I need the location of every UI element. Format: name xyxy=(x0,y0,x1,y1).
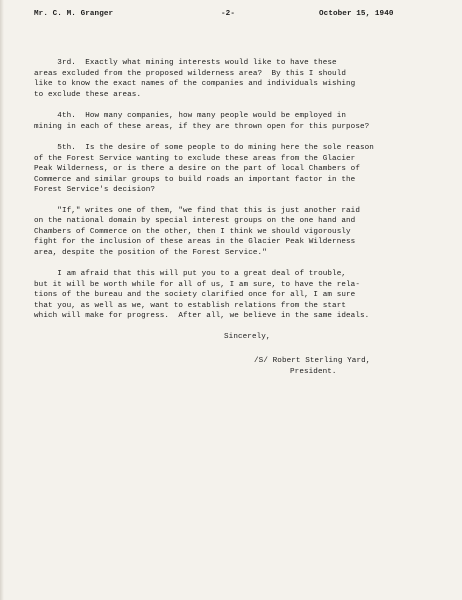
text-line: area, despite the position of the Forest Service." xyxy=(34,248,267,257)
complimentary-close: Sincerely, xyxy=(224,332,271,341)
text-line: tions of the bureau and the society clarified once for all, I am sure xyxy=(34,291,356,299)
text-line: 5th. Is the desire of some people to do mining here the sole reason xyxy=(34,144,374,152)
text-line: Commerce and similar groups to build roads an important factor in the xyxy=(34,175,356,184)
text-line: on the national domain by special interest groups on the one hand and xyxy=(34,217,356,225)
letter-header xyxy=(34,9,446,21)
text-line: I am afraid that this will put you to a great deal of trouble, xyxy=(34,270,347,278)
text-line: but it will be worth while for all of us, I am sure, to have the rela- xyxy=(34,280,360,289)
text-line: areas excluded from the proposed wilderness area? By this I should xyxy=(34,69,347,78)
paragraph-quotation xyxy=(34,206,446,259)
text-line: of the Forest Service wanting to exclude these areas from the Glacier xyxy=(34,154,356,163)
signature-block xyxy=(34,356,446,377)
paper-edge-shadow xyxy=(0,0,4,600)
paragraph-conclusion xyxy=(34,269,446,322)
signature-name: /S/ Robert Sterling Yard, xyxy=(254,357,371,365)
text-line: mining in each of these areas, if they are thrown open for this purpose? xyxy=(34,122,370,131)
text-line: like to know the exact names of the companies and individuals wishing xyxy=(34,80,356,88)
text-line: "If," writes one of them, "we find that this is just another raid xyxy=(34,206,360,215)
text-line: Chambers of Commerce on the other, then I think we should vigorously xyxy=(34,227,351,236)
text-line: Peak Wilderness, or is there a desire on the part of local Chambers of xyxy=(34,165,360,173)
letter-body xyxy=(34,9,446,377)
text-line: Forest Service's decision? xyxy=(34,186,156,194)
paragraph-3rd-question xyxy=(34,58,446,100)
signature-title: President. xyxy=(290,367,337,376)
addressee: Mr. C. M. Granger xyxy=(34,10,114,18)
paragraph-4th-question xyxy=(34,111,446,132)
page-number: -2- xyxy=(221,10,235,18)
paragraph-5th-question xyxy=(34,143,446,196)
text-line: 3rd. Exactly what mining interests would like to have these xyxy=(34,59,337,67)
text-line: which will make for progress. After all, we believe in the same ideals. xyxy=(34,312,370,320)
text-line: to exclude these areas. xyxy=(34,90,142,99)
letter-date: October 15, 1940 xyxy=(319,10,394,18)
text-line: 4th. How many companies, how many people would be employed in xyxy=(34,112,347,120)
text-line: fight for the inclusion of these areas in the Glacier Peak Wilderness xyxy=(34,238,356,246)
text-line: that you, as well as we, want to establish relations from the start xyxy=(34,301,347,310)
